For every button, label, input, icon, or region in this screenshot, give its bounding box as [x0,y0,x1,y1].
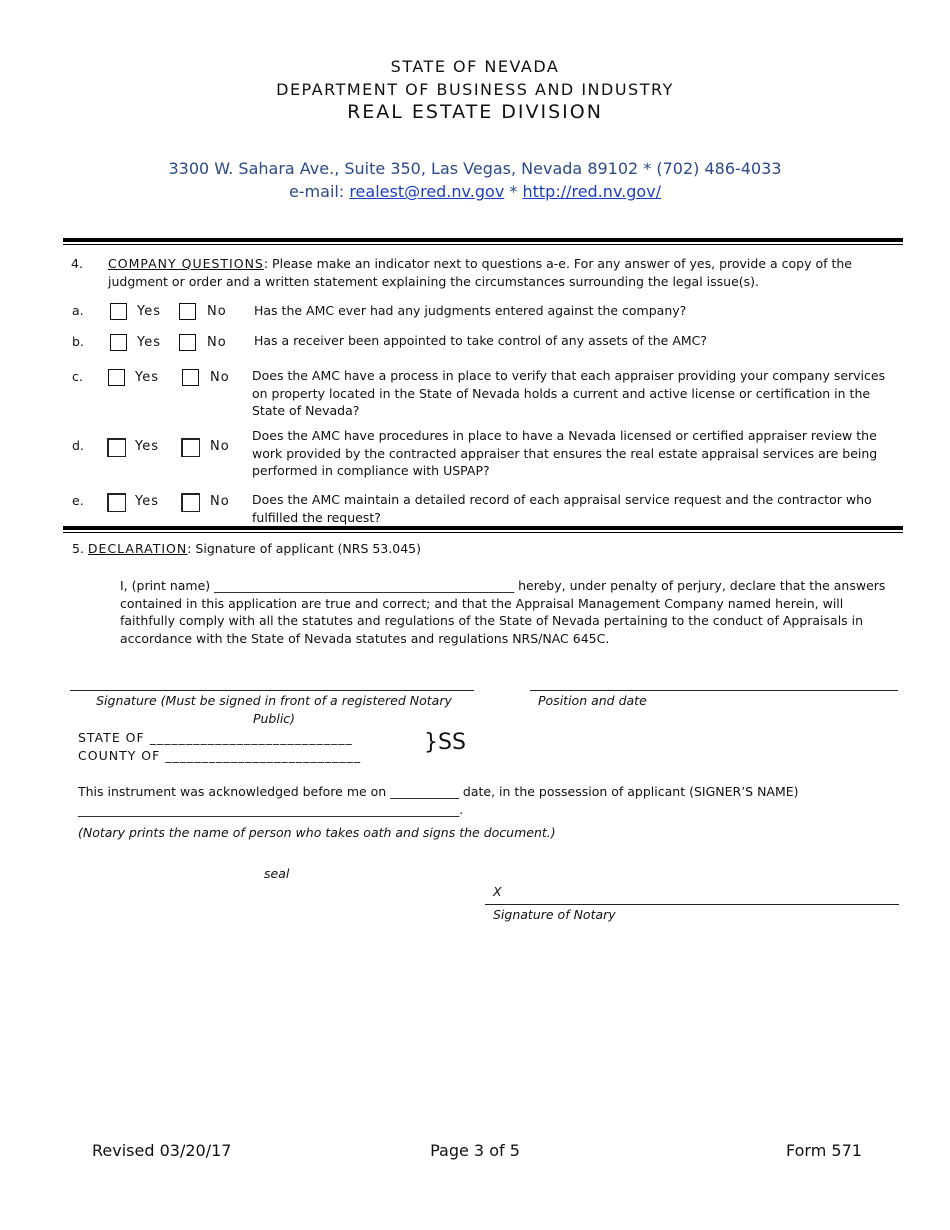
mid-rule-thin [63,532,903,533]
question-c-yes-checkbox[interactable] [108,369,125,386]
agency-address: 3300 W. Sahara Ave., Suite 350, Las Vegas, Nevada 89102 * (702) 486-4033 [168,159,782,178]
footer-page-number: Page 3 of 5 [430,1141,520,1160]
question-b-yes-label: Yes [137,335,161,350]
question-a-yes-label: Yes [137,304,161,319]
notary-signature-line[interactable] [485,904,899,905]
question-e-yes-checkbox[interactable] [107,493,126,512]
declaration-text [120,577,900,647]
footer-revised: Revised 03/20/17 [92,1141,232,1160]
notary-signature-label: Signature of Notary [493,907,616,922]
section4-title: COMPANY QUESTIONS [108,256,264,271]
question-e-letter: e. [72,493,84,508]
agency-division: REAL ESTATE DIVISION [347,101,603,123]
question-e-text: Does the AMC maintain a detailed record of each appraisal service request and the contractor who fulfilled the request? [252,492,872,525]
question-a-no-label: No [207,304,227,319]
question-b-letter: b. [72,334,84,349]
notary-note: (Notary prints the name of person who takes oath and signs the document.) [78,825,556,840]
section4-number: 4. [71,256,83,271]
question-c-letter: c. [72,369,83,384]
contact-line [0,182,950,201]
section5-subtitle: : Signature of applicant (NRS 53.045) [187,541,421,556]
acknowledgment-line2[interactable]: _____________________________________________________________. [78,802,464,817]
question-d-yes-checkbox[interactable] [107,438,126,457]
email-prefix: e-mail: [288,182,345,201]
question-b-no-label: No [207,335,227,350]
question-b-yes-checkbox[interactable] [110,334,127,351]
declaration-line1: I, (print name) ________________________________________________ hereby, under penalty of perjury, declare that the answers [120,578,886,593]
section5-heading [72,540,421,558]
section4-intro-text: : Please make an indicator next to questions a-e. For any answer of yes, provide a copy of the [263,256,852,271]
notary-x-mark: X [493,884,502,899]
state-of-field[interactable]: STATE OF ____________________________ [78,730,353,745]
question-d-letter: d. [72,438,84,453]
ss-bracket: }SS [424,730,466,755]
question-a-no-checkbox[interactable] [179,303,196,320]
question-e-yes-label: Yes [135,494,159,509]
website-link[interactable]: http://red.nv.gov/ [522,182,662,201]
question-d-text: Does the AMC have procedures in place to have a Nevada licensed or certified appraiser review the work provided by the contracted appraiser that ensures the real estate appraisal services are being performed in compliance with USPAP? [252,428,878,478]
position-date-label: Position and date [538,693,647,708]
question-a-text: Has the AMC ever had any judgments entered against the company? [254,303,687,318]
top-rule-thick [63,238,903,242]
question-c-no-label: No [210,370,230,385]
position-date-line[interactable] [530,690,898,691]
section4-intro [108,255,888,273]
mid-rule-thick [63,526,903,530]
section4-intro-line2: judgment or order and a written statement explaining the circumstances surrounding the legal issue(s). [108,274,760,289]
signature-label: Signature (Must be signed in front of a registered Notary Public) [96,693,452,726]
contact-separator: * [509,182,518,201]
agency-department: DEPARTMENT OF BUSINESS AND INDUSTRY [276,80,674,99]
email-link[interactable]: realest@red.nv.gov [349,182,505,201]
question-e-no-checkbox[interactable] [181,493,200,512]
question-e-no-label: No [210,494,230,509]
section5-number: 5. [72,541,84,556]
footer-form-number: Form 571 [786,1141,862,1160]
declaration-body: contained in this application are true and correct; and that the Appraisal Management Company named herein, will faithfully comply with all the statutes and regulations of the State of Nevada pertaining to the conduct of Appraisals in accordance with the State of Nevada statutes and regulations NRS/NAC 645C. [120,595,864,646]
question-c-no-checkbox[interactable] [182,369,199,386]
acknowledgment-line1: This instrument was acknowledged before me on ___________ date, in the possession of applicant (SIGNER’S NAME) [78,784,799,799]
question-b-text: Has a receiver been appointed to take control of any assets of the AMC? [254,333,708,348]
applicant-signature-line[interactable] [70,690,474,691]
question-a-yes-checkbox[interactable] [110,303,127,320]
question-c-text: Does the AMC have a process in place to verify that each appraiser providing your company services on property located in the State of Nevada holds a current and active license or certification in the State of Nevada? [252,368,886,418]
question-a-letter: a. [72,303,84,318]
seal-label: seal [264,866,290,881]
county-of-field[interactable]: COUNTY OF ___________________________ [78,748,362,763]
agency-state: STATE OF NEVADA [390,57,560,76]
section5-title: DECLARATION [87,541,188,556]
question-d-no-checkbox[interactable] [181,438,200,457]
question-d-no-label: No [210,439,230,454]
question-c-yes-label: Yes [135,370,159,385]
question-b-no-checkbox[interactable] [179,334,196,351]
question-d-yes-label: Yes [135,439,159,454]
top-rule-thin [63,244,903,245]
